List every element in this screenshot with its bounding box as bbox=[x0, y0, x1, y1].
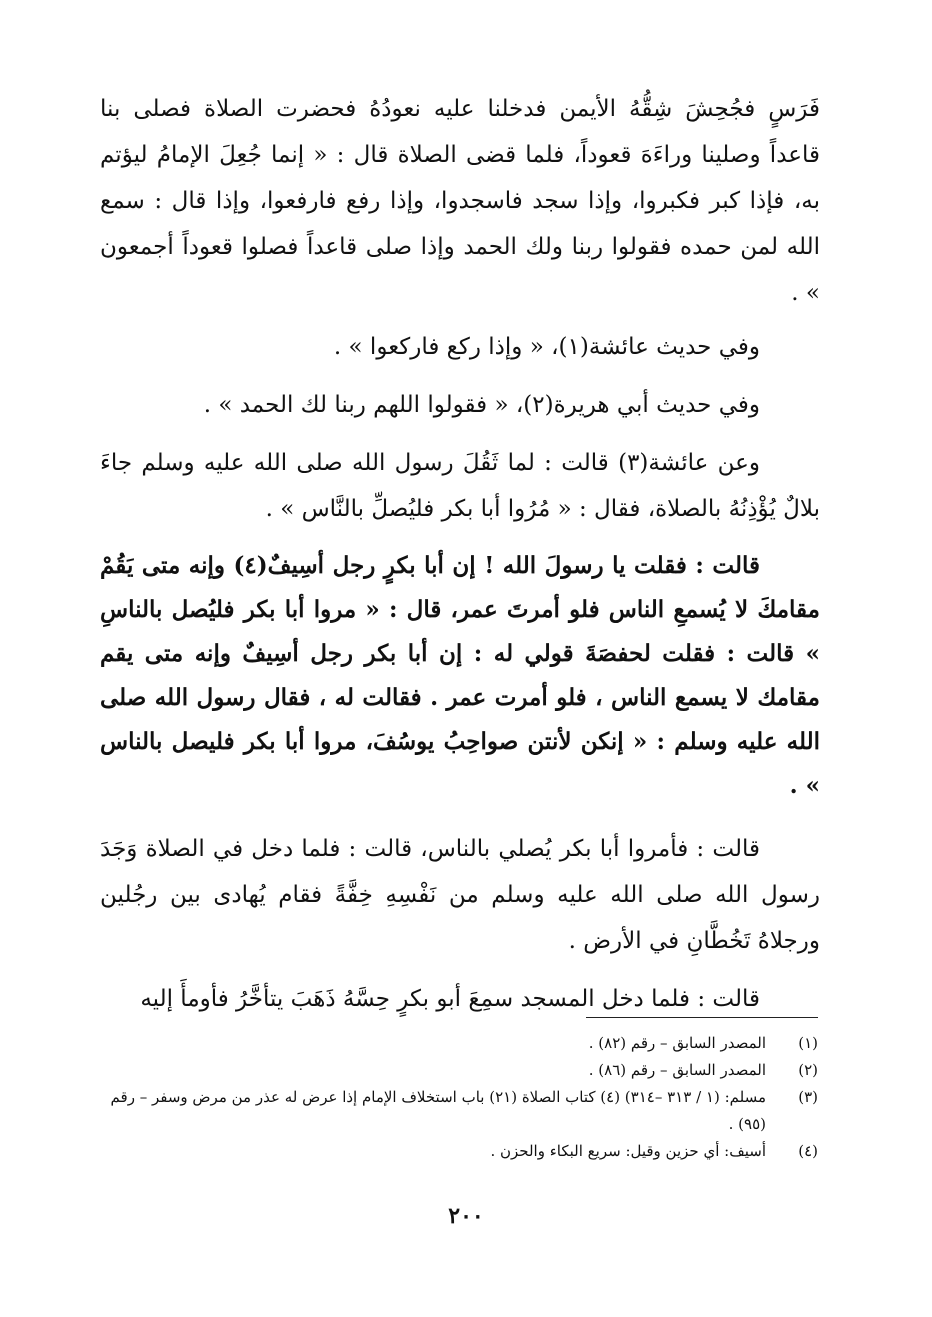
footnote-text: المصدر السابق – رقم (٨٦) . bbox=[588, 1061, 766, 1079]
footnote-text: المصدر السابق – رقم (٨٢) . bbox=[588, 1034, 766, 1052]
paragraph-aisha-narration: وعن عائشة(٣) قالت : لما ثَقُلَ رسول الله صلى الله عليه وسلم جاءَ بلالٌ يُؤْذِنُهُ بالصلاة، فقال : « مُرُوا أبا بكر فليُصلِّ بالنَّاس » . bbox=[100, 450, 820, 522]
footnote-text: مسلم: (١ / ٣١٣ –٣١٤) (٤) كتاب الصلاة (٢١) باب استخلاف الإمام إذا عرض له عذر من مرض وسفر – رقم (٩٥) . bbox=[110, 1088, 766, 1133]
footnote-number: (٢) bbox=[798, 1061, 818, 1079]
footnote-item bbox=[96, 1057, 818, 1084]
footnotes bbox=[96, 1030, 818, 1165]
paragraph-aisha-hadith: وفي حديث عائشة(١)، « وإذا ركع فاركعوا » . bbox=[333, 334, 760, 360]
footnote-text: أسيف: أي حزين وقيل: سريع البكاء والحزن . bbox=[490, 1142, 766, 1160]
footnote-item bbox=[96, 1138, 818, 1165]
page-number: ٢٠٠ bbox=[448, 1203, 484, 1229]
paragraph-abu-hurayra-hadith: وفي حديث أبي هريرة(٢)، « فقولوا اللهم ربنا لك الحمد » . bbox=[203, 392, 760, 418]
footnote-number: (٣) bbox=[798, 1088, 818, 1106]
footnote-number: (٤) bbox=[798, 1142, 818, 1160]
footnote-item bbox=[96, 1084, 818, 1138]
paragraph-1: فَرَسٍ فجُحِشَ شِقُّهُ الأيمن فدخلنا عليه نعودُهُ فحضرت الصلاة فصلى بنا قاعداً وصلينا وراءَهَ قعوداً، فلما قضى الصلاة قال : « إنما جُعِلَ الإمامُ ليؤتم به، فإذا كبر فكبروا، وإذا سجد فاسجدوا، وإذا رفع فارفعوا، وإذا قال : سمع الله لمن حمده فقولوا ربنا ولك الحمد وإذا صلى قاعداً فصلوا قعوداً أجمعون » . bbox=[100, 96, 820, 306]
footnote-number: (١) bbox=[798, 1034, 818, 1052]
paragraph-mosque: قالت : فلما دخل المسجد سمِعَ أبو بكرٍ حِسَّهُ ذَهَبَ يتأخَّرُ فأومأَ إليه bbox=[140, 986, 760, 1012]
footnote-item bbox=[96, 1030, 818, 1057]
paragraph-prayer: قالت : فأمروا أبا بكر يُصلي بالناس، قالت : فلما دخل في الصلاة وَجَدَ رسول الله صلى الله عليه وسلم من نَفْسِهِ خِفَّةً فقام يُهادى بين رجُلين ورجلاهُ تَخُطَّانِ في الأرض . bbox=[100, 836, 820, 954]
paragraph-asif: قالت : فقلت يا رسولَ الله ! إن أبا بكرٍ رجل أسِيفٌ(٤) وإنه متى يَقُمْ مقامكَ لا يُسمعِ الناس فلو أمرتَ عمر، قال : « مروا أبا بكر فليُصل بالناسِ » قالت : فقلت لحفصَةَ قولي له : إن أبا بكر رجل أسِيفٌ وإنه متى يقم مقامك لا يسمع الناس ، فلو أمرت عمر . فقالت له ، فقال رسول الله صلى الله عليه وسلم : « إنكن لأنتن صواحِبُ يوسُفَ، مروا أبا بكر فليصل بالناس » . bbox=[100, 552, 820, 799]
footnote-separator bbox=[586, 1017, 818, 1018]
main-text bbox=[100, 86, 820, 1034]
